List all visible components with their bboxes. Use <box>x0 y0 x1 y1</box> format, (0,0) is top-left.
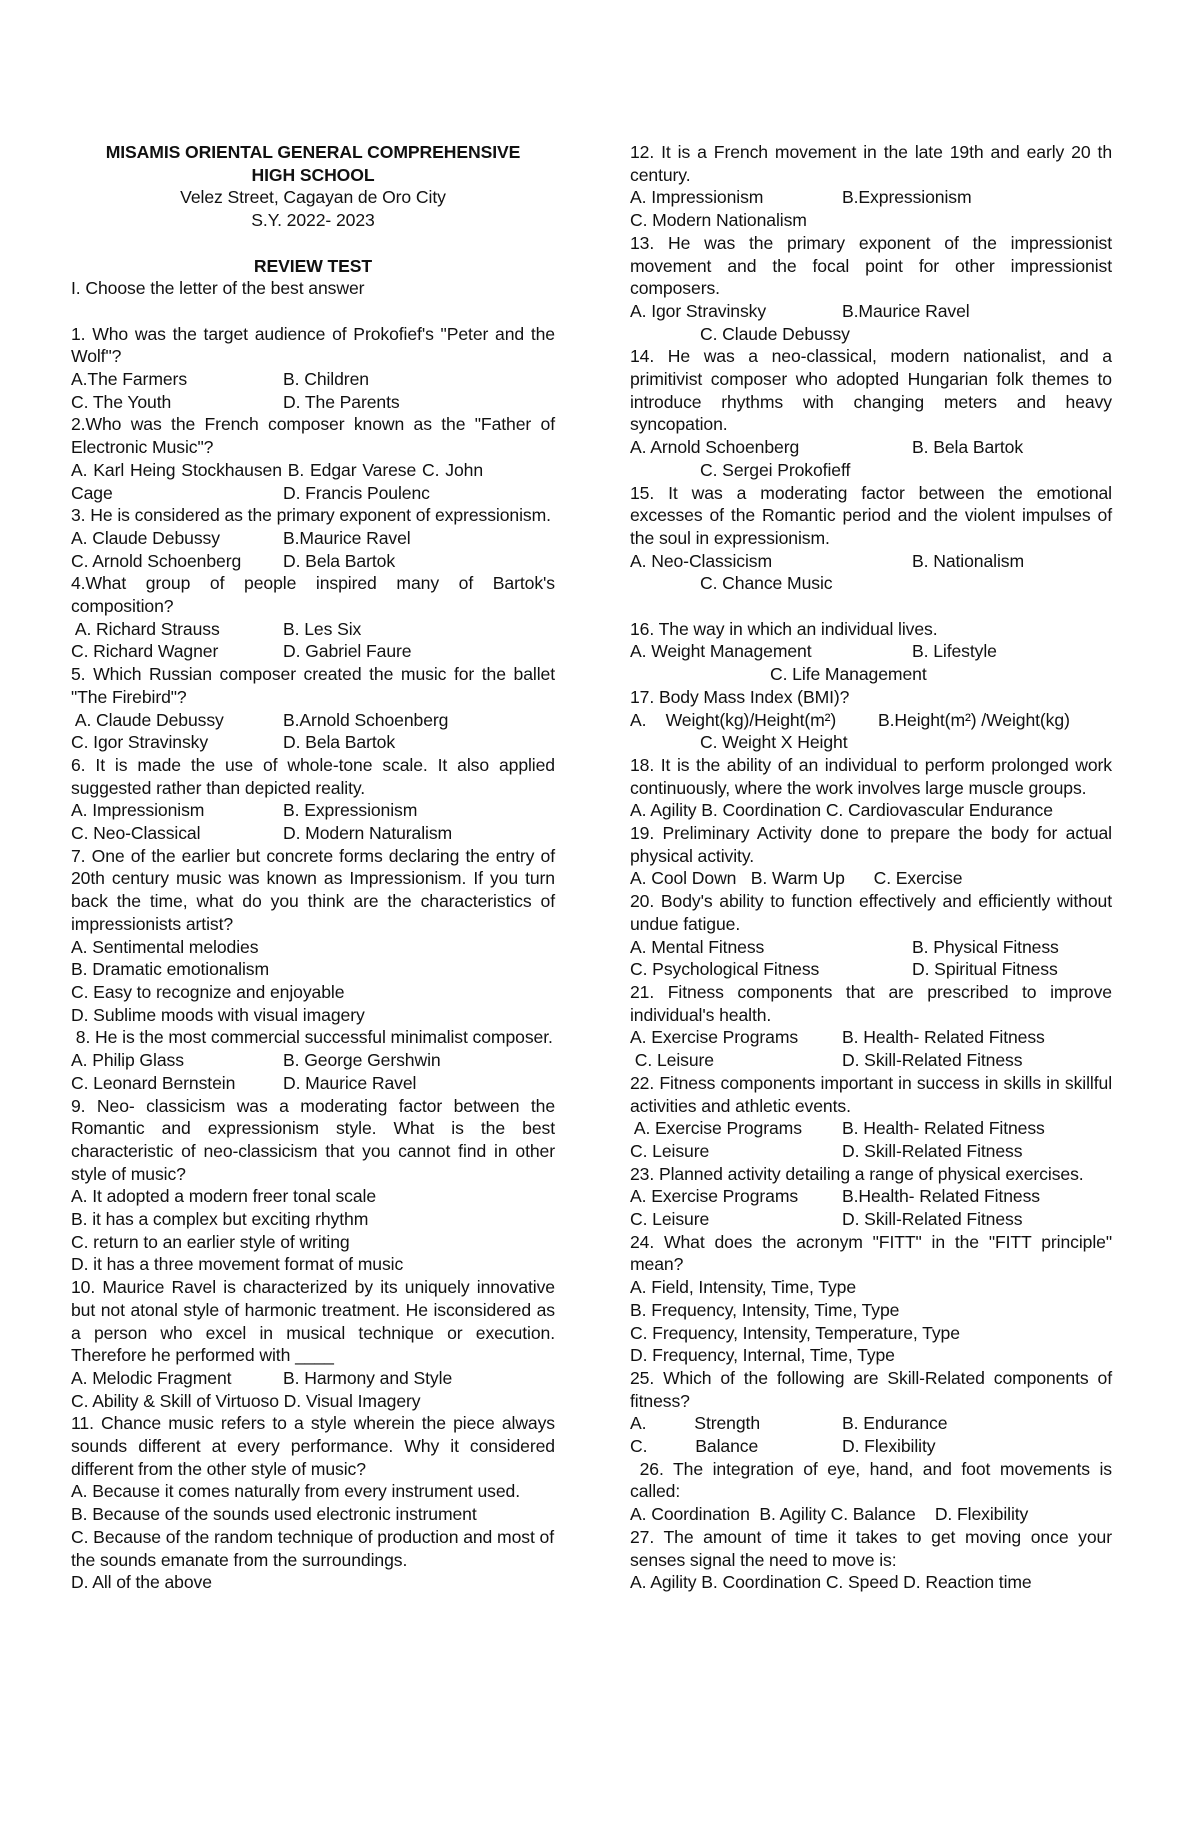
option: A.The Farmers <box>71 369 188 389</box>
option: B. Children <box>283 369 369 389</box>
options-row <box>630 1049 1112 1072</box>
question-13: 13. He was the primary exponent of the impressionist movement and the focal point for other impressionist composers. <box>630 232 1112 299</box>
options-row <box>630 709 1112 732</box>
option: D. Skill-Related Fitness <box>842 1140 1023 1161</box>
options-row <box>630 958 1112 981</box>
option: A. Igor Stravinsky <box>630 300 767 321</box>
school-year: S.Y. 2022- 2023 <box>251 210 375 231</box>
option: D. Flexibility <box>842 1436 936 1457</box>
option: A. Weight(kg)/Height(m²) <box>630 709 837 730</box>
option: C. Easy to recognize and enjoyable <box>71 982 345 1002</box>
option: B. Harmony and Style <box>283 1367 453 1388</box>
question-24: 24. What does the acronym "FITT" in the "FITT principle" mean? <box>630 1231 1112 1275</box>
option: B. Nationalism <box>912 550 1025 571</box>
option: D. The Parents <box>283 391 400 412</box>
spacer <box>630 595 1112 618</box>
question-1: 1. Who was the target audience of Prokofief's "Peter and the Wolf"? <box>71 323 555 367</box>
question-9: 9. Neo- classicism was a moderating factor between the Romantic and expressionism style. What is the best characteristic of neo-classicism that you cannot find in other style of music? <box>71 1095 555 1184</box>
question-8: 8. He is the most commercial successful minimalist composer. <box>71 1027 553 1048</box>
options-row <box>630 640 1112 663</box>
question-22: 22. Fitness components important in success in skills in skillful activities and athletic events. <box>630 1072 1112 1116</box>
question-20: 20. Body's ability to function effectively and efficiently without undue fatigue. <box>630 891 1112 934</box>
option: B. it has a complex but exciting rhythm <box>71 1209 369 1230</box>
options-row <box>71 618 555 641</box>
option: C. return to an earlier style of writing <box>71 1231 350 1252</box>
option: D. All of the above <box>71 1572 212 1593</box>
options-row <box>71 482 555 505</box>
option: B. Frequency, Intensity, Time, Type <box>630 1299 900 1320</box>
question-25: 25. Which of the following are Skill-Related components of fitness? <box>630 1367 1112 1411</box>
option: D. it has a three movement format of music <box>71 1254 404 1275</box>
options-row <box>71 822 555 845</box>
option: C. Psychological Fitness <box>630 959 820 980</box>
question-15: 15. It was a moderating factor between the emotional excesses of the Romantic period and the violent impulses of the soul in expressionism. <box>630 482 1112 548</box>
option: C. Chance Music <box>700 573 833 594</box>
options-row <box>630 1185 1112 1208</box>
option: B.Arnold Schoenberg <box>283 709 449 730</box>
instruction: I. Choose the letter of the best answer <box>71 278 365 299</box>
question-11: 11. Chance music refers to a style wherein the piece always sounds different at every performance. Why it considered different from the other style of music? <box>71 1413 555 1479</box>
question-21: 21. Fitness components that are prescribed to improve individual's health. <box>630 982 1112 1025</box>
option: A. Arnold Schoenberg <box>630 437 800 458</box>
option: A. Field, Intensity, Time, Type <box>630 1277 857 1298</box>
options-row <box>71 1367 555 1390</box>
question-27: 27. The amount of time it takes to get moving once your senses signal the need to move is: <box>630 1526 1112 1570</box>
option: C. Igor Stravinsky <box>71 732 209 753</box>
options-row <box>630 1026 1112 1049</box>
option: A. Claude Debussy <box>71 709 224 730</box>
option: C. Leisure <box>630 1140 710 1161</box>
options-row <box>630 300 1112 323</box>
option: A. Exercise Programs <box>630 1027 799 1048</box>
test-title: REVIEW TEST <box>253 255 373 276</box>
option: D. Frequency, Internal, Time, Type <box>630 1345 895 1366</box>
option: A. Mental Fitness <box>630 936 765 957</box>
option: C. Arnold Schoenberg <box>71 550 242 571</box>
question-7: 7. One of the earlier but concrete forms declaring the entry of 20th century music was known as Impressionism. If you turn back the time, what do you think are the characteristics of impressionists artist? <box>71 845 555 934</box>
option: C. Because of the random technique of production and most of the sounds emanate from the surroundings. <box>71 1526 555 1570</box>
option: B. Physical Fitness <box>912 936 1059 957</box>
option: A. Weight Management <box>630 641 812 662</box>
left-column <box>71 141 555 1594</box>
question-10: 10. Maurice Ravel is characterized by its uniquely innovative but not atonal style of harmonic treatment. He isconsidered as a person who excel in musical technique or execution. Therefore he performed with ____ <box>71 1277 555 1366</box>
options-row <box>630 1412 1112 1435</box>
option: D. Gabriel Faure <box>283 641 412 662</box>
option: D. Spiritual Fitness <box>912 959 1058 980</box>
right-column <box>630 141 1117 1594</box>
option: D. Bela Bartok <box>283 732 396 753</box>
options-row <box>630 186 1112 209</box>
options-row <box>71 709 555 732</box>
option: B. Health- Related Fitness <box>842 1118 1045 1139</box>
option: B.Expressionism <box>842 187 972 208</box>
school-name-line2: HIGH SCHOOL <box>251 164 375 185</box>
option: C. The Youth <box>71 391 172 412</box>
option: A. Exercise Programs <box>630 1118 802 1139</box>
option: B. Bela Bartok <box>912 437 1024 458</box>
option: D. Sublime moods with visual imagery <box>71 1004 365 1025</box>
option: D. Bela Bartok <box>283 550 396 571</box>
option: C. Leonard Bernstein <box>71 1072 236 1093</box>
question-2: 2.Who was the French composer known as the "Father of Electronic Music"? <box>71 414 555 458</box>
option: C. Life Management <box>770 664 927 685</box>
options-row <box>630 1208 1112 1231</box>
options-row <box>630 1435 1112 1458</box>
option: D. Maurice Ravel <box>283 1072 417 1093</box>
option: B. Health- Related Fitness <box>842 1027 1045 1048</box>
school-address: Velez Street, Cagayan de Oro City <box>180 187 446 208</box>
option: D. Skill-Related Fitness <box>842 1209 1023 1230</box>
option: A. It adopted a modern freer tonal scale <box>71 1186 377 1207</box>
options-row <box>71 368 555 391</box>
question-4: 4.What group of people inspired many of Bartok's composition? <box>71 573 555 617</box>
options-row <box>630 936 1112 959</box>
option: D. Skill-Related Fitness <box>842 1050 1023 1071</box>
spacer <box>71 232 555 255</box>
option: B. Dramatic emotionalism <box>71 959 270 980</box>
option: A. Because it comes naturally from every instrument used. <box>71 1481 520 1502</box>
option: C. Modern Nationalism <box>630 210 807 231</box>
option: A. Claude Debussy <box>71 527 220 548</box>
options-row <box>71 527 555 550</box>
options-row <box>71 640 555 663</box>
option: A. Impressionism <box>71 800 205 821</box>
option: C. Leisure <box>630 1209 710 1230</box>
option: B. Expressionism <box>283 800 418 821</box>
options-row <box>71 1049 555 1072</box>
question-5: 5. Which Russian composer created the music for the ballet "The Firebird"? <box>71 664 555 707</box>
options-row <box>71 391 555 414</box>
options-row: A. Agility B. Coordination C. Cardiovascular Endurance <box>630 800 1053 821</box>
option: C. Leisure <box>630 1050 714 1071</box>
option: B.Maurice Ravel <box>283 527 411 548</box>
options-row: A. Cool Down B. Warm Up C. Exercise <box>630 868 963 889</box>
option: D. Francis Poulenc <box>283 482 430 503</box>
option: A. Neo-Classicism <box>630 550 773 571</box>
question-12: 12. It is a French movement in the late 19th and early 20 th century. <box>630 142 1112 185</box>
options-row: C. Ability & Skill of Virtuoso D. Visual Imagery <box>71 1390 421 1411</box>
options-row <box>630 436 1112 459</box>
option: B. Endurance <box>842 1413 948 1434</box>
options-row <box>71 799 555 822</box>
options-row: A. Coordination B. Agility C. Balance D. Flexibility <box>630 1504 1029 1525</box>
question-26: 26. The integration of eye, hand, and foot movements is called: <box>630 1458 1117 1502</box>
option: A. Strength <box>630 1413 761 1434</box>
option: B.Health- Related Fitness <box>842 1186 1040 1207</box>
option: A. Philip Glass <box>71 1050 184 1071</box>
option: A. Richard Strauss <box>71 618 220 639</box>
option: C. Neo-Classical <box>71 823 201 844</box>
question-3: 3. He is considered as the primary exponent of expressionism. <box>71 505 551 526</box>
option: A. Sentimental melodies <box>71 936 259 957</box>
option: B.Height(m²) /Weight(kg) <box>878 709 1070 730</box>
question-17: 17. Body Mass Index (BMI)? <box>630 686 850 707</box>
option: B.Maurice Ravel <box>842 300 970 321</box>
options-row: A. Karl Heing Stockhausen B. Edgar Varese C. John Cage <box>71 459 483 503</box>
option: C. Sergei Prokofieff <box>700 459 851 480</box>
option: A. Impressionism <box>630 187 764 208</box>
school-name-line1: MISAMIS ORIENTAL GENERAL COMPREHENSIVE <box>105 142 521 162</box>
options-row <box>71 550 555 573</box>
spacer <box>71 300 555 323</box>
question-18: 18. It is the ability of an individual to perform prolonged work continuously, where the work involves large muscle groups. <box>630 754 1112 798</box>
option: D. Modern Naturalism <box>283 823 453 844</box>
option: A. Melodic Fragment <box>71 1367 232 1388</box>
options-row <box>630 1117 1112 1140</box>
option: C. Richard Wagner <box>71 641 219 662</box>
option: C. Balance <box>630 1436 759 1457</box>
option: B. George Gershwin <box>283 1050 441 1071</box>
options-row: A. Agility B. Coordination C. Speed D. Reaction time <box>630 1572 1032 1593</box>
option: C. Weight X Height <box>700 732 848 753</box>
option: B. Because of the sounds used electronic instrument <box>71 1504 477 1525</box>
question-16: 16. The way in which an individual lives. <box>630 618 938 639</box>
question-23: 23. Planned activity detailing a range of physical exercises. <box>630 1163 1084 1184</box>
options-row <box>630 1140 1112 1163</box>
question-19: 19. Preliminary Activity done to prepare the body for actual physical activity. <box>630 823 1112 866</box>
option: B. Les Six <box>283 618 362 639</box>
question-14: 14. He was a neo-classical, modern nationalist, and a primitivist composer who adopted Hungarian folk themes to introduce rhythms with changing meters and heavy syncopation. <box>630 346 1112 435</box>
options-row <box>630 550 1112 573</box>
option: B. Lifestyle <box>912 641 997 662</box>
question-6: 6. It is made the use of whole-tone scale. It also applied suggested rather than depicted reality. <box>71 754 555 798</box>
option: A. Exercise Programs <box>630 1186 799 1207</box>
options-row <box>71 731 555 754</box>
option: C. Frequency, Intensity, Temperature, Type <box>630 1322 960 1343</box>
option: C. Claude Debussy <box>700 323 850 344</box>
options-row <box>71 1072 555 1095</box>
